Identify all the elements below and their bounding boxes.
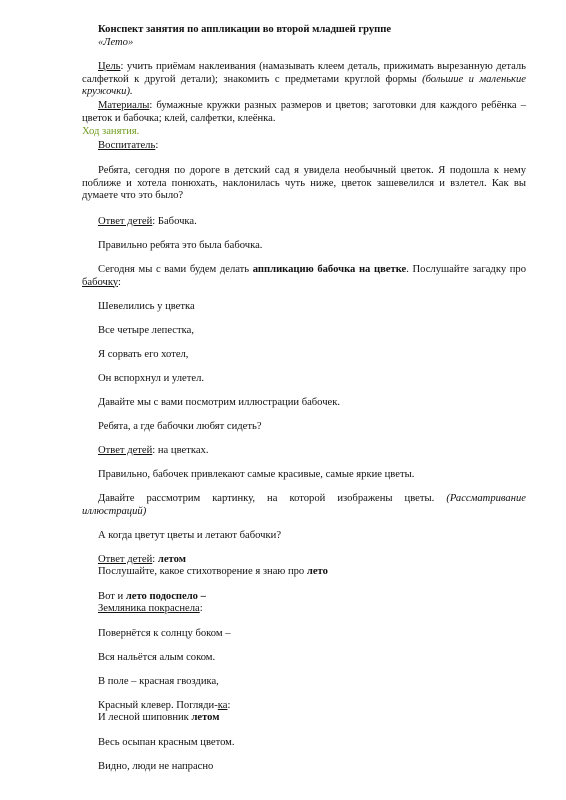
answer-1-label: Ответ детей <box>98 216 153 227</box>
paragraph-5: Ребята, а где бабочки любят сидеть? <box>98 421 262 432</box>
goal-italic: (большие и маленькие кружочки). <box>82 73 527 97</box>
paragraph-1-text: Ребята, сегодня по дороге в детский сад я увидела необычный цветок. Я подошла к нему поближе и хотела понюхать, наклонилась чуть ниже, цветок зашевелился и взлетел. Как вы думаете что это было? <box>82 165 526 201</box>
paragraph-1 <box>82 165 526 203</box>
materials-text: : бумажные кружки разных размеров и цветов; заготовки для каждого ребёнка – цветок и бабочка; клей, салфетки, клеёнка. <box>82 100 526 124</box>
poem-line-2-end: : <box>199 603 203 614</box>
poem-line-8: Весь осыпан красным цветом. <box>98 737 235 748</box>
riddle-line-1: Шевелились у цветка <box>98 301 195 312</box>
answer-1-text: : Бабочка. <box>152 216 197 227</box>
paragraph-4: Давайте мы с вами посмотрим иллюстрации бабочек. <box>98 397 341 408</box>
poem-line-7-text: И лесной шиповник <box>98 712 192 723</box>
teacher-colon: : <box>155 140 159 151</box>
paragraph-6: Правильно, бабочек привлекают самые красивые, самые яркие цветы. <box>98 469 415 480</box>
paragraph-2: Правильно ребята это была бабочка. <box>98 240 263 251</box>
answer-2-label: Ответ детей <box>98 445 153 456</box>
paragraph-3-mid: . Послушайте загадку про <box>406 264 526 275</box>
poem-line-4: Вся нальётся алым соком. <box>98 652 216 663</box>
poem-line-6 <box>98 700 230 713</box>
materials-paragraph <box>82 100 526 125</box>
poem-line-7 <box>98 712 220 725</box>
goal-paragraph <box>82 61 526 99</box>
answer-3-label: Ответ детей <box>98 554 153 565</box>
doc-subtitle: «Лето» <box>98 37 134 48</box>
paragraph-3 <box>82 264 526 289</box>
poem-line-9: Видно, люди не напрасно <box>98 761 214 772</box>
answer-2-text: : на цветках. <box>152 445 209 456</box>
strawberry-link[interactable]: Земляника покраснела <box>98 603 200 614</box>
answer-3-bold: летом <box>157 554 186 565</box>
materials-label: Материалы <box>98 100 150 111</box>
goal-text: : учить приёмам наклеивания (намазывать клеем деталь, прижимать вырезанную деталь салфеткой к другой детали); знакомить с предметами круглой формы <box>82 61 526 85</box>
answer-1 <box>98 216 197 229</box>
poem-line-6-end: : <box>227 700 231 711</box>
goal-label: Цель <box>98 61 121 72</box>
poem-line-1-bold: лето подоспело – <box>125 591 206 602</box>
answer-2 <box>98 445 208 458</box>
poem-line-1-text: Вот и <box>98 591 126 602</box>
teacher-label-text: Воспитатель <box>98 140 156 151</box>
riddle-line-4: Он вспорхнул и улетел. <box>98 373 205 384</box>
riddle-line-3: Я сорвать его хотел, <box>98 349 189 360</box>
look-link[interactable]: ка <box>217 700 228 711</box>
poem-line-3: Повернётся к солнцу боком – <box>98 628 231 639</box>
paragraph-9-bold: лето <box>306 566 328 577</box>
paragraph-9-text: Послушайте, какое стихотворение я знаю про <box>98 566 307 577</box>
paragraph-3-bold: аппликацию бабочка на цветке <box>252 264 407 275</box>
poem-line-2 <box>98 603 203 616</box>
paragraph-7 <box>82 493 526 518</box>
poem-line-5: В поле – красная гвоздика, <box>98 676 219 687</box>
answer-3-colon: : <box>152 554 158 565</box>
poem-line-7-bold: летом <box>191 712 220 723</box>
poem-line-6-text: Красный клевер. Погляди- <box>98 700 218 711</box>
progress-heading: Ход занятия. <box>82 126 140 137</box>
paragraph-9 <box>98 566 328 579</box>
teacher-label <box>98 140 158 153</box>
paragraph-3-pre: Сегодня мы с вами будем делать <box>98 264 253 275</box>
paragraph-8: А когда цветут цветы и летают бабочки? <box>98 530 282 541</box>
poem-line-1 <box>98 591 206 604</box>
butterfly-link[interactable]: бабочку <box>82 276 118 288</box>
paragraph-7-text: Давайте рассмотрим картинку, на которой изображены цветы. <box>98 493 447 504</box>
riddle-line-2: Все четыре лепестка, <box>98 325 194 336</box>
doc-title: Конспект занятия по аппликации во второй младшей группе <box>98 24 392 35</box>
paragraph-3-end: : <box>118 276 121 288</box>
paragraph-7-italic: (Рассматривание иллюстраций) <box>82 493 526 517</box>
answer-3 <box>98 554 186 567</box>
